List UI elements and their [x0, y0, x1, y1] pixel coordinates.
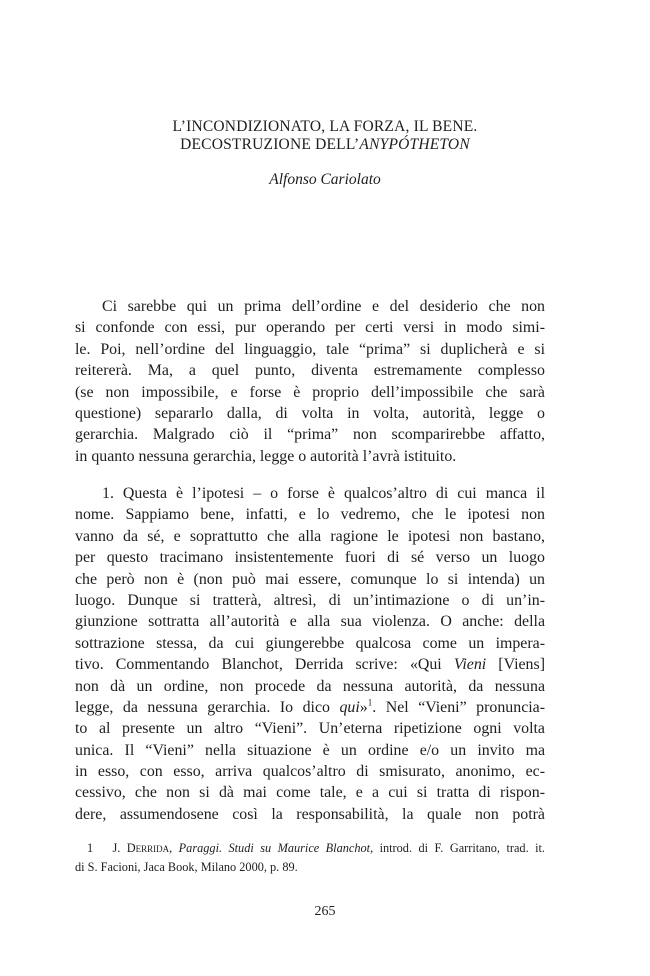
title-line2-italic: ANYPÓTHETON [359, 136, 470, 153]
body-line: dere, assumendosene così la responsabilità, la quale non potrà [75, 805, 545, 823]
page-number: 265 [314, 904, 336, 919]
title-line2-prefix: DECOSTRUZIONE DELL’ [180, 136, 360, 153]
body-line: sottrazione stessa, da cui giungerebbe qualcosa come un impera- [75, 634, 545, 652]
author-name: Alfonso Cariolato [269, 171, 381, 188]
line-text: legge, da nessuna gerarchia. Io dico [75, 698, 330, 716]
intro-line: gerarchia. Malgrado ciò il “prima” non scomparirebbe affatto, [75, 426, 545, 444]
intro-line: questione) separarlo dalla, di volta in volta, autorità, legge o [75, 404, 545, 422]
body-line: cessivo, che non si dà mai come tale, e a cui si tratta di rispon- [75, 784, 545, 802]
italic-word: Vieni [453, 656, 487, 674]
intro-line: le. Poi, nell’ordine del linguaggio, tale “prima” si duplicherà e si [75, 340, 545, 358]
body-line: giunzione sottratta all’autorità e alla sua violenza. O anche: della [75, 613, 545, 631]
body-line: che però non è (non può mai essere, comunque lo si intenda) un [75, 570, 545, 588]
body-line: per questo tracimano insistentemente fuori di sé verso un luogo [75, 549, 545, 567]
closing-quote: » [359, 698, 368, 716]
section-1-paragraph [75, 483, 545, 825]
line-text: [Viens] [498, 656, 545, 674]
body-line: unica. Il “Vieni” nella situazione è un ordine e/o un invito ma [75, 741, 545, 759]
body-line: to al presente un altro “Vieni”. Un’eterna ripetizione ogni volta [75, 720, 545, 738]
intro-line: Ci sarebbe qui un prima dell’ordine e del desiderio che non [102, 298, 545, 315]
intro-paragraph [75, 296, 545, 467]
body-line: in esso, con esso, arriva qualcos’altro di smisurato, anonimo, ec- [75, 763, 545, 781]
body-line [75, 654, 545, 675]
footnote-ref[interactable]: 1 [367, 697, 373, 708]
intro-line: si confonde con essi, pur operando per certi versi in modo simi- [75, 319, 545, 337]
article-title-line1: L’INCONDIZIONATO, LA FORZA, IL BENE. [172, 118, 478, 135]
footnote-number: 1 [87, 841, 94, 855]
body-line: 1. Questa è l’ipotesi – o forse è qualcos’altro di cui manca il [102, 485, 545, 502]
intro-line: (se non impossibile, e forse è proprio dell’impossibile che sarà [75, 383, 545, 401]
footnote-line: di S. Facioni, Jaca Book, Milano 2000, p. 89. [75, 860, 298, 874]
body-line: vanno da sé, e soprattutto che alla ragione le ipotesi non bastano, [75, 527, 545, 545]
intro-line: reitererà. Ma, a quel punto, diventa estremamente complesso [75, 362, 545, 380]
footnote-author: J. Derrida [112, 841, 170, 855]
line-text: tivo. Commentando Blanchot, Derrida scrive: «Qui [75, 656, 442, 674]
footnote [75, 839, 545, 877]
intro-line: in quanto nessuna gerarchia, legge o autorità l’avrà istituito. [75, 447, 457, 465]
footnote-line: 1 J. Derrida, Paraggi. Studi su Maurice Blanchot, introd. di F. Garritano, trad. it. [87, 841, 545, 855]
footnote-text: , introd. di F. Garritano, trad. it. [370, 841, 545, 855]
body-line: luogo. Dunque si tratterà, altresì, di un’intimazione o di un’in- [75, 591, 545, 609]
article-title-line2 [0, 136, 650, 154]
body-line: non dà un ordine, non procede da nessuna autorità, da nessuna [75, 677, 545, 695]
body-line: nome. Sappiamo bene, infatti, e lo vedremo, che le ipotesi non [75, 506, 545, 524]
italic-word: qui [339, 698, 360, 716]
line-text: . Nel “Vieni” pronuncia- [372, 698, 546, 716]
body-line [75, 697, 545, 718]
footnote-title: Paraggi. Studi su Maurice Blanchot [178, 841, 371, 855]
